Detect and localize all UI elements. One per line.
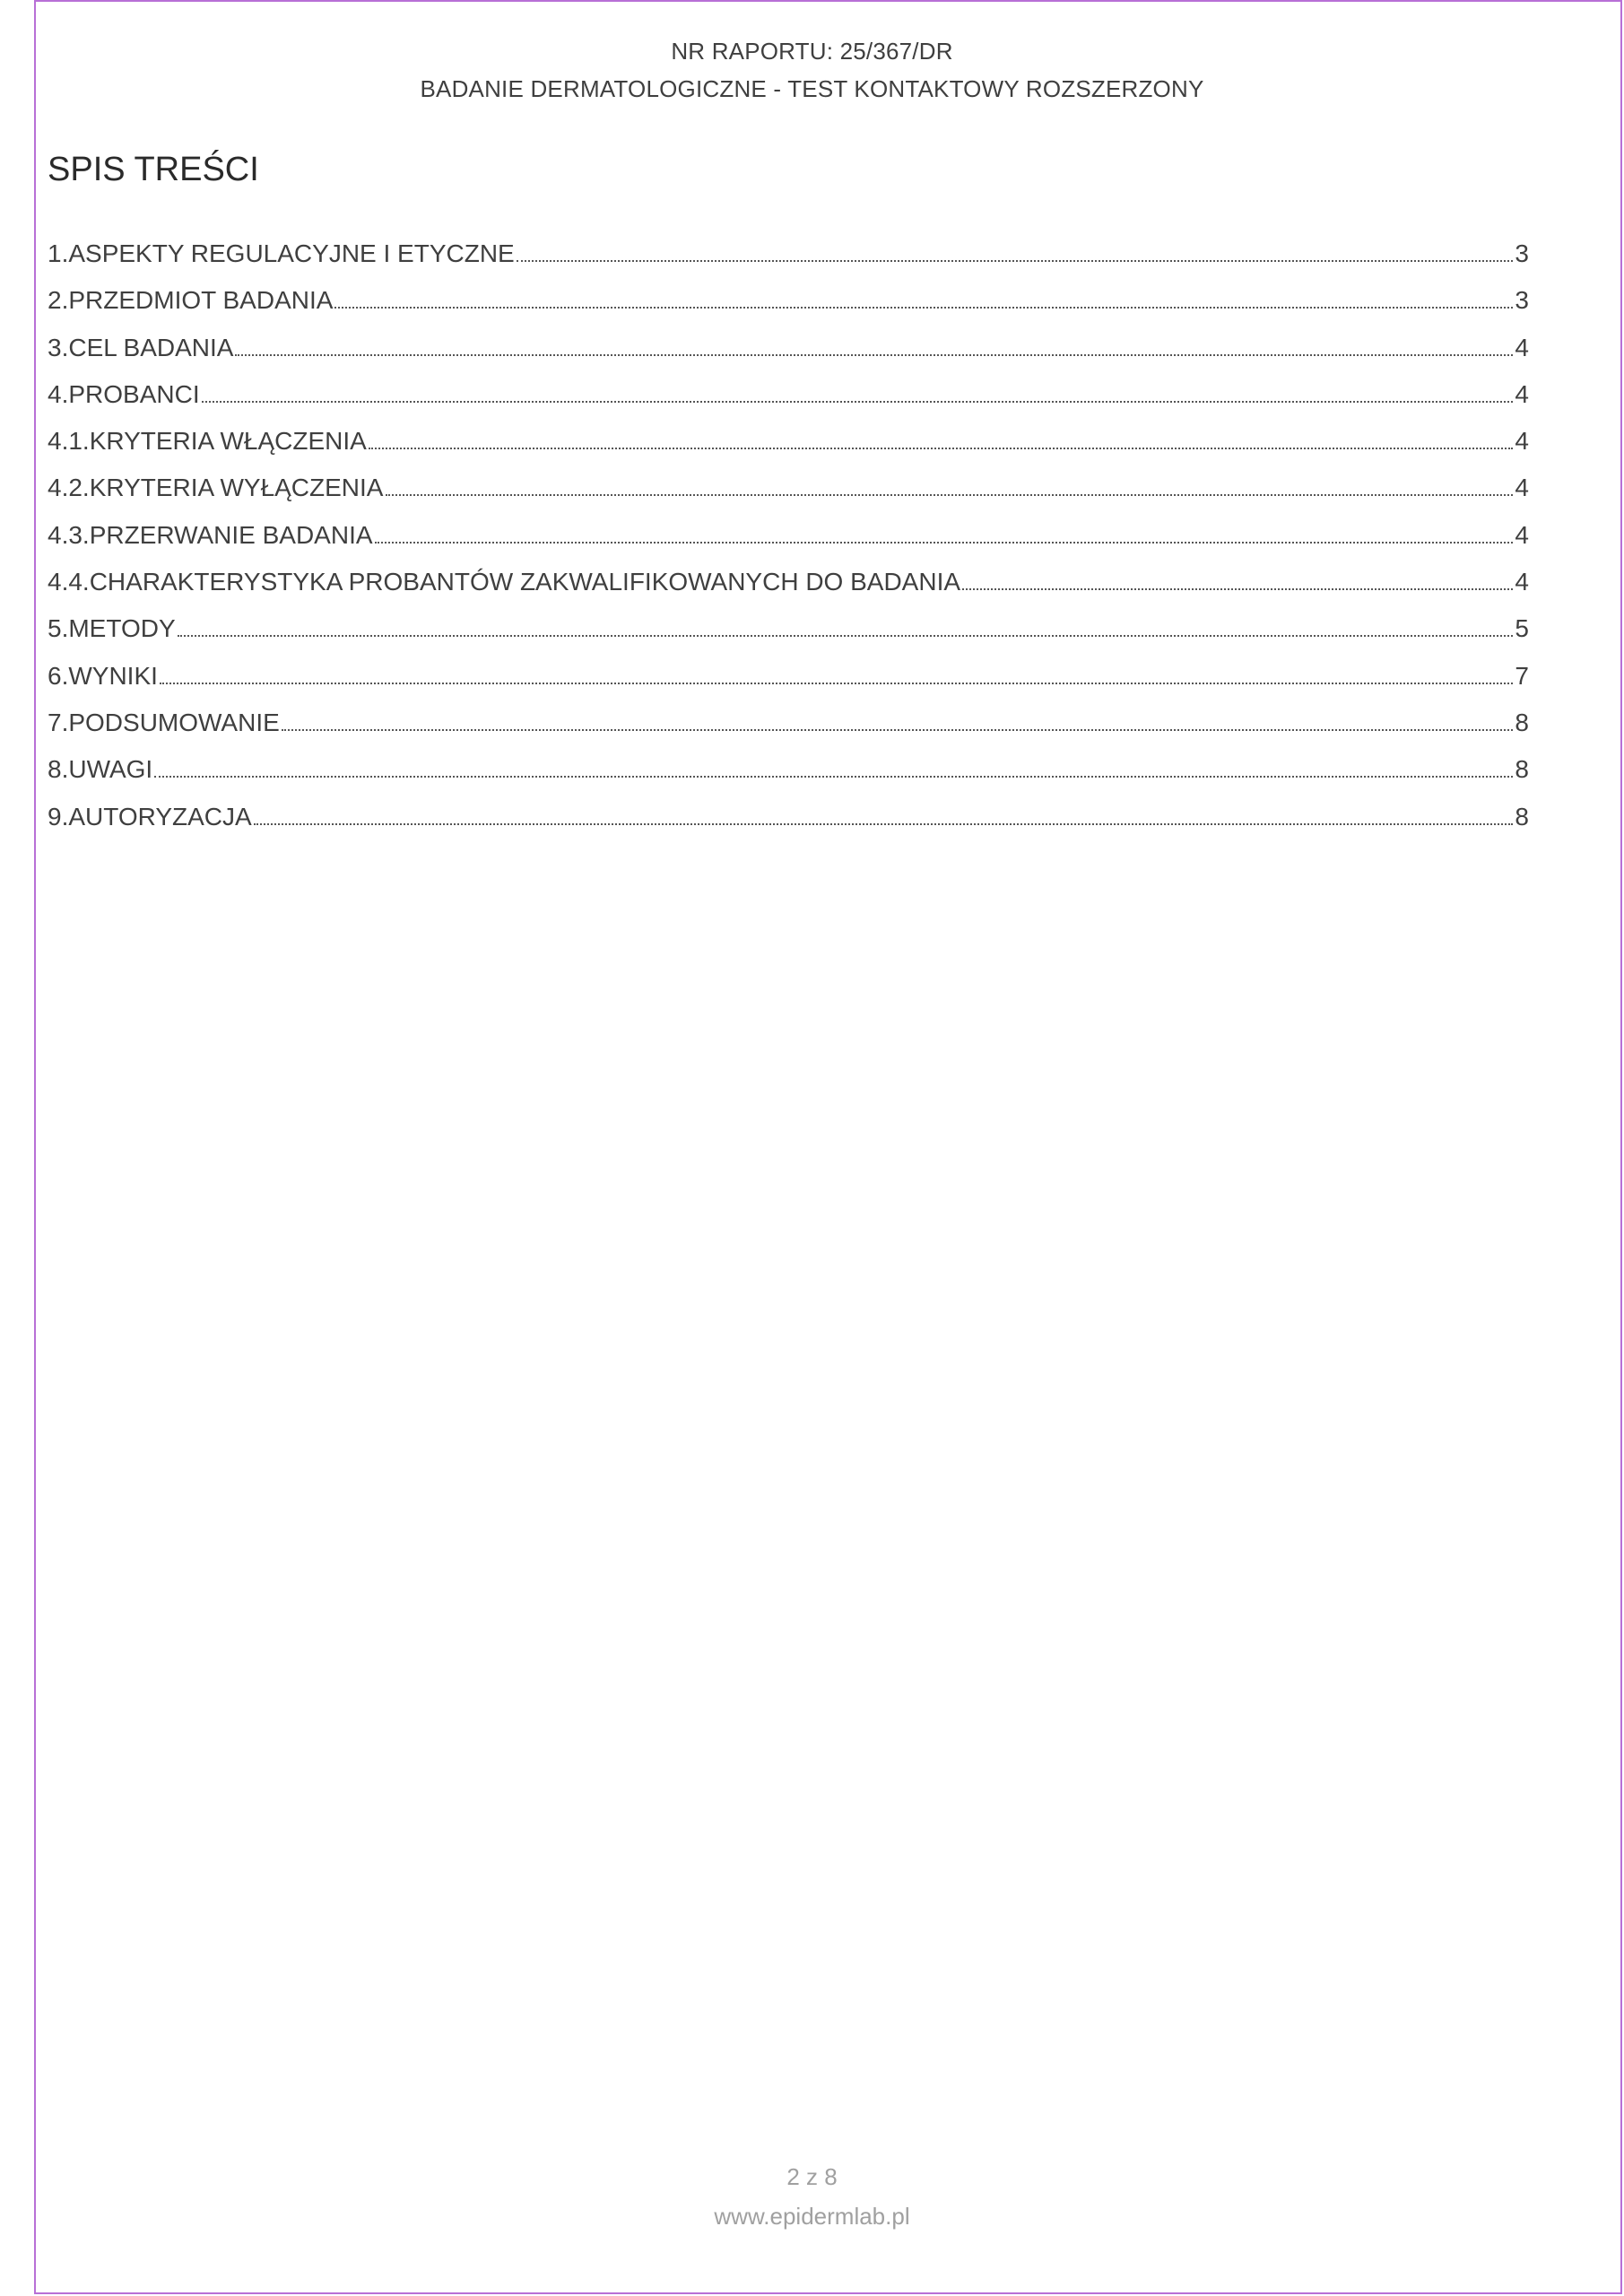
toc-dot-leader: [235, 353, 1513, 356]
toc-entry-label: 8.UWAGI: [48, 755, 153, 784]
toc-entry-page: 8: [1515, 802, 1529, 831]
page-footer: [0, 2157, 1624, 2236]
toc-entry[interactable]: [48, 614, 1529, 661]
study-title: BADANIE DERMATOLOGICZNE - TEST KONTAKTOWY ROZSZERZONY: [420, 75, 1204, 102]
toc-entry-page: 3: [1515, 239, 1529, 267]
toc-dot-leader: [517, 259, 1514, 262]
toc-entry[interactable]: [48, 709, 1529, 755]
toc-dot-leader: [160, 682, 1514, 684]
toc-entry-label: 1.ASPEKTY REGULACYJNE I ETYCZNE: [48, 239, 515, 267]
toc-title: SPIS TREŚCI: [48, 151, 259, 188]
toc-entry-label: 4.3.PRZERWANIE BADANIA: [48, 520, 373, 549]
toc-dot-leader: [375, 541, 1514, 544]
toc-entry-label: 4.4.CHARAKTERYSTYKA PROBANTÓW ZAKWALIFIKOWANYCH DO BADANIA: [48, 568, 961, 596]
toc-entry-label: 5.METODY: [48, 614, 176, 643]
report-number: NR RAPORTU: 25/367/DR: [671, 38, 953, 65]
toc-entry[interactable]: [48, 803, 1529, 849]
website-link[interactable]: www.epidermlab.pl: [714, 2203, 910, 2230]
toc-entry-label: 4.2.KRYTERIA WYŁĄCZENIA: [48, 474, 384, 502]
toc-entry-page: 8: [1515, 708, 1529, 736]
toc-dot-leader: [334, 306, 1513, 309]
toc-entry-page: 4: [1515, 520, 1529, 549]
toc-entry-label: 7.PODSUMOWANIE: [48, 708, 280, 736]
toc-entry-page: 5: [1515, 614, 1529, 643]
toc-entry[interactable]: [48, 380, 1529, 427]
toc-entry-label: 3.CEL BADANIA: [48, 333, 234, 361]
toc-entry[interactable]: [48, 568, 1529, 614]
toc-entry[interactable]: [48, 334, 1529, 380]
toc-entry-page: 4: [1515, 568, 1529, 596]
toc-dot-leader: [254, 822, 1514, 825]
toc-entry-page: 7: [1515, 661, 1529, 690]
toc-dot-leader: [282, 728, 1514, 731]
report-header: [0, 32, 1624, 108]
toc-entry[interactable]: [48, 474, 1529, 520]
toc-entry-label: 6.WYNIKI: [48, 661, 158, 690]
toc-entry-page: 4: [1515, 427, 1529, 456]
toc-entry[interactable]: [48, 286, 1529, 333]
toc-dot-leader: [962, 587, 1513, 590]
table-of-contents: [48, 239, 1529, 849]
toc-entry[interactable]: [48, 662, 1529, 709]
toc-entry[interactable]: [48, 239, 1529, 286]
toc-entry-page: 4: [1515, 379, 1529, 408]
toc-dot-leader: [154, 775, 1513, 778]
toc-entry-page: 8: [1515, 755, 1529, 784]
toc-dot-leader: [386, 493, 1514, 496]
toc-dot-leader: [202, 400, 1514, 403]
toc-entry-label: 4.1.KRYTERIA WŁĄCZENIA: [48, 427, 367, 456]
toc-entry-page: 4: [1515, 474, 1529, 502]
toc-entry-page: 3: [1515, 286, 1529, 315]
toc-entry-label: 4.PROBANCI: [48, 379, 200, 408]
toc-entry[interactable]: [48, 427, 1529, 474]
toc-entry-label: 2.PRZEDMIOT BADANIA: [48, 286, 334, 315]
toc-dot-leader: [178, 634, 1514, 637]
toc-entry-label: 9.AUTORYZACJA: [48, 802, 252, 831]
toc-entry-page: 4: [1515, 333, 1529, 361]
toc-dot-leader: [369, 447, 1514, 449]
toc-entry[interactable]: [48, 755, 1529, 802]
page-indicator: 2 z 8: [786, 2163, 838, 2190]
toc-entry[interactable]: [48, 521, 1529, 568]
